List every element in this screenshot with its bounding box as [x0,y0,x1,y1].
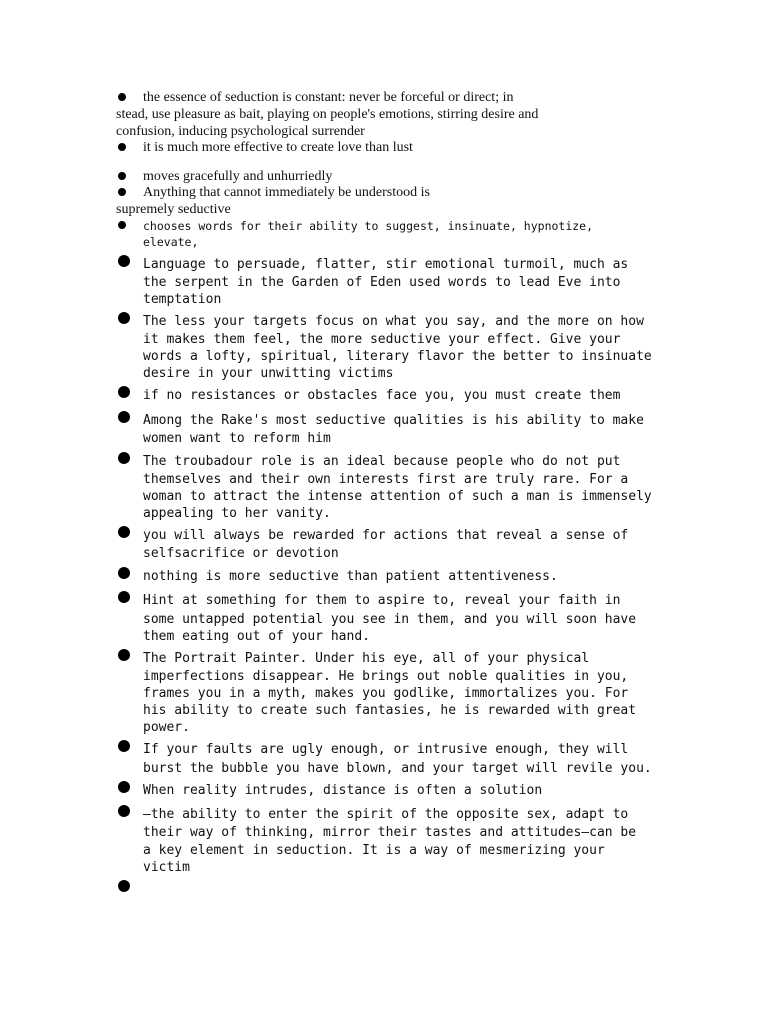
bullet-icon [118,452,130,464]
bullet-icon [118,312,130,324]
note-line: The Portrait Painter. Under his eye, all of your physical [143,651,590,666]
note-line: When reality intrudes, distance is often a solution [143,783,543,798]
bullet-icon [118,805,130,817]
note-line: selfsacrifice or devotion [143,546,339,561]
note-line: them eating out of your hand. [143,629,370,644]
note-line: some untapped potential you see in them, and you will soon have [143,612,637,627]
note-line: Language to persuade, flatter, stir emotional turmoil, much as [143,257,629,272]
note-line: desire in your unwitting victims [143,366,394,381]
bullet-icon [118,567,130,579]
note-line: power. [143,720,190,735]
note-line: if no resistances or obstacles face you, you must create them [143,388,621,403]
note-line: confusion, inducing psychological surrender [116,124,365,139]
bullet-icon [118,188,126,196]
note-line: The less your targets focus on what you say, and the more on how [143,314,644,329]
bullet-icon [118,781,130,793]
note-line: The troubadour role is an ideal because people who do not put [143,454,621,469]
note-line: it is much more effective to create love than lust [143,140,413,155]
bullet-icon [118,591,130,603]
bullet-icon [118,649,130,661]
note-line: a key element in seduction. It is a way of mesmerizing your [143,843,605,858]
note-line: appealing to her vanity. [143,506,331,521]
note-line: their way of thinking, mirror their tastes and attitudes—can be [143,825,637,840]
note-line: woman to attract the intense attention of such a man is immensely [143,489,652,504]
note-line: Hint at something for them to aspire to, reveal your faith in [143,593,621,608]
bullet-icon [118,172,126,180]
note-line: the essence of seduction is constant: never be forceful or direct; in [143,90,514,105]
note-line: the serpent in the Garden of Eden used words to lead Eve into [143,275,621,290]
note-line: Among the Rake's most seductive qualities is his ability to make [143,413,644,428]
note-line: chooses words for their ability to suggest, insinuate, hypnotize, [143,219,594,233]
note-line: it makes them feel, the more seductive your effect. Give your [143,332,621,347]
bullet-icon [118,386,130,398]
note-line: Anything that cannot immediately be understood is [143,185,430,200]
note-line: imperfections disappear. He brings out noble qualities in you, [143,669,629,684]
note-line: victim [143,860,190,875]
bullet-icon [118,740,130,752]
bullet-icon [118,411,130,423]
note-line: themselves and their own interests first are truly rare. For a [143,472,629,487]
note-line: moves gracefully and unhurriedly [143,169,333,184]
note-line: burst the bubble you have blown, and your target will revile you. [143,761,652,776]
note-line: If your faults are ugly enough, or intrusive enough, they will [143,742,629,757]
bullet-icon [118,255,130,267]
note-line: stead, use pleasure as bait, playing on people's emotions, stirring desire and [116,107,539,122]
note-line: words a lofty, spiritual, literary flavor the better to insinuate [143,349,652,364]
note-line: you will always be rewarded for actions that reveal a sense of [143,528,629,543]
note-line: nothing is more seductive than patient attentiveness. [143,569,558,584]
note-line: temptation [143,292,222,307]
bullet-icon [118,221,126,229]
note-line: frames you in a myth, makes you godlike, immortalizes you. For [143,686,629,701]
note-line: women want to reform him [143,431,331,446]
note-line: supremely seductive [116,202,231,217]
bullet-icon [118,93,126,101]
note-line: elevate, [143,235,199,249]
note-line: —the ability to enter the spirit of the opposite sex, adapt to [143,807,629,822]
bullet-icon [118,526,130,538]
bullet-icon [118,880,130,892]
bullet-icon [118,143,126,151]
note-line: his ability to create such fantasies, he is rewarded with great [143,703,637,718]
